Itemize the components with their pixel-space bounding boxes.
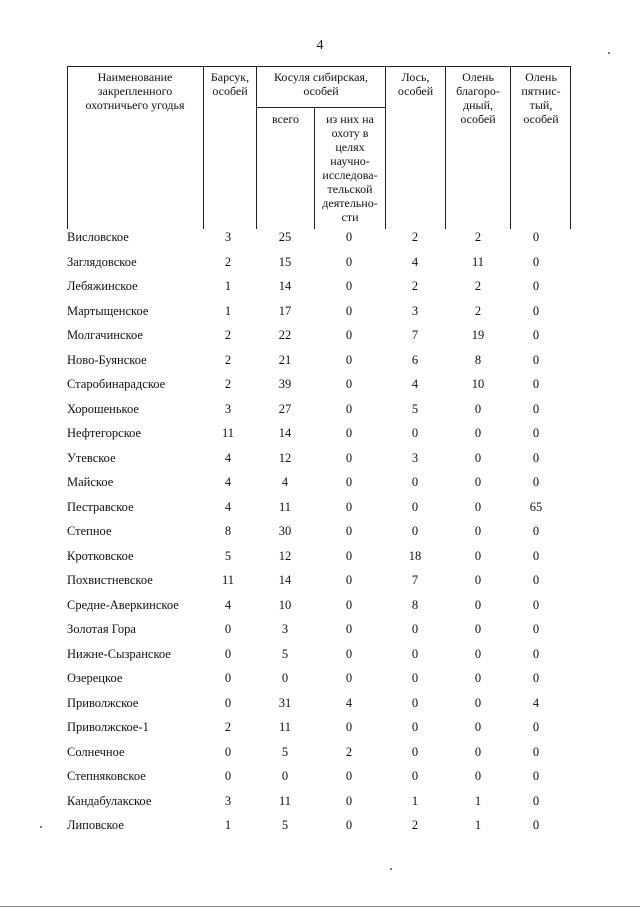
sika-deer-count: 0 [532, 230, 540, 244]
badger-count: 4 [224, 597, 232, 612]
badger-count: 8 [224, 524, 232, 538]
roe-total-count: 12 [278, 548, 292, 563]
moose-count: 3 [411, 450, 419, 465]
row-name: Липовское [67, 818, 124, 832]
roe-research-count: 0 [345, 671, 353, 685]
badger-count: 3 [224, 793, 232, 808]
header-border [570, 66, 571, 229]
moose-count: 0 [411, 671, 419, 685]
roe-total-count: 12 [278, 450, 292, 465]
red-deer-count: 0 [474, 548, 482, 563]
row-name: Висловское [67, 230, 129, 244]
roe-total-count: 5 [281, 646, 289, 661]
roe-total-count: 27 [278, 401, 292, 416]
row-name: Приволжское-1 [67, 720, 149, 734]
sika-deer-count: 0 [532, 573, 540, 587]
badger-count: 1 [224, 818, 232, 832]
moose-count: 0 [411, 524, 419, 538]
roe-research-count: 0 [345, 328, 353, 342]
row-name: Нижне-Сызранское [67, 646, 171, 661]
roe-research-count: 0 [345, 499, 353, 514]
red-deer-count: 2 [474, 303, 482, 318]
header-border [203, 66, 204, 229]
row-name: Кротковское [67, 548, 134, 563]
badger-count: 3 [224, 230, 232, 244]
table-row [0, 399, 640, 419]
scan-speck [40, 826, 42, 828]
badger-count: 11 [221, 426, 235, 440]
roe-research-count: 0 [345, 524, 353, 538]
badger-count: 5 [224, 548, 232, 563]
header-top-border [67, 66, 571, 67]
moose-count: 5 [411, 401, 419, 416]
table-row [0, 472, 640, 492]
sika-deer-count: 0 [532, 450, 540, 465]
row-name: Молгачинское [67, 328, 143, 342]
red-deer-count: 0 [474, 646, 482, 661]
badger-count: 2 [224, 328, 232, 342]
row-name: Нефтегорское [67, 426, 142, 440]
badger-count: 11 [221, 573, 235, 587]
badger-count: 0 [224, 695, 232, 710]
red-deer-count: 0 [474, 475, 482, 489]
red-deer-count: 19 [471, 328, 485, 342]
row-name: Мартыщенское [67, 303, 149, 318]
sika-deer-count: 0 [532, 793, 540, 808]
row-name: Утевское [67, 450, 116, 465]
moose-count: 4 [411, 254, 419, 269]
red-deer-count: 1 [474, 818, 482, 832]
roe-total-count: 22 [278, 328, 292, 342]
table-row [0, 423, 640, 443]
row-name: Хорошенькое [67, 401, 139, 416]
roe-total-count: 17 [278, 303, 292, 318]
badger-count: 4 [224, 499, 232, 514]
roe-research-count: 0 [345, 818, 353, 832]
roe-total-count: 14 [278, 573, 292, 587]
row-name: Степняковское [67, 769, 146, 783]
roe-total-count: 15 [278, 254, 292, 269]
moose-count: 18 [408, 548, 422, 563]
moose-count: 6 [411, 352, 419, 367]
table-row [0, 668, 640, 688]
moose-count: 0 [411, 769, 419, 783]
roe-research-count: 0 [345, 254, 353, 269]
moose-count: 4 [411, 377, 419, 391]
red-deer-count: 0 [474, 720, 482, 734]
sika-deer-count: 4 [532, 695, 540, 710]
table-row [0, 644, 640, 664]
moose-count: 0 [411, 646, 419, 661]
row-name: Золотая Гора [67, 622, 136, 636]
sika-deer-count: 0 [532, 475, 540, 489]
badger-count: 0 [224, 646, 232, 661]
table-row [0, 570, 640, 590]
header-name: Наименование закрепленного охотничьего угодья [85, 70, 185, 112]
roe-total-count: 25 [278, 230, 292, 244]
roe-research-count: 4 [345, 695, 353, 710]
header-badger: Барсук, особей [210, 70, 250, 98]
table-row [0, 717, 640, 737]
header-border [314, 107, 315, 229]
roe-total-count: 4 [281, 475, 289, 489]
sika-deer-count: 0 [532, 671, 540, 685]
row-name: Солнечное [67, 744, 125, 759]
red-deer-count: 11 [471, 254, 485, 269]
roe-total-count: 10 [278, 597, 292, 612]
table-row [0, 448, 640, 468]
sika-deer-count: 0 [532, 720, 540, 734]
table-row [0, 350, 640, 370]
table-row [0, 374, 640, 394]
roe-total-count: 5 [281, 744, 289, 759]
moose-count: 7 [411, 328, 419, 342]
moose-count: 2 [411, 818, 419, 832]
roe-research-count: 0 [345, 720, 353, 734]
red-deer-count: 0 [474, 450, 482, 465]
sika-deer-count: 0 [532, 279, 540, 293]
table-row [0, 497, 640, 517]
row-name: Ново-Буянское [67, 352, 147, 367]
header-border [385, 66, 386, 229]
badger-count: 0 [224, 769, 232, 783]
row-name: Заглядовское [67, 254, 137, 269]
badger-count: 0 [224, 671, 232, 685]
badger-count: 2 [224, 720, 232, 734]
row-name: Озерецкое [67, 671, 123, 685]
roe-research-count: 0 [345, 279, 353, 293]
red-deer-count: 0 [474, 744, 482, 759]
roe-research-count: 0 [345, 475, 353, 489]
sika-deer-count: 0 [532, 548, 540, 563]
row-name: Пестравское [67, 499, 134, 514]
roe-subheader-border [256, 107, 385, 108]
moose-count: 3 [411, 303, 419, 318]
badger-count: 2 [224, 254, 232, 269]
row-name: Старобинарадское [67, 377, 166, 391]
sika-deer-count: 0 [532, 597, 540, 612]
badger-count: 4 [224, 475, 232, 489]
table-row [0, 227, 640, 247]
sika-deer-count: 0 [532, 622, 540, 636]
header-moose: Лось, особей [397, 70, 434, 98]
badger-count: 2 [224, 352, 232, 367]
roe-total-count: 3 [281, 622, 289, 636]
roe-total-count: 31 [278, 695, 292, 710]
header-sika-deer: Олень пятнис-тый, особей [521, 70, 561, 126]
badger-count: 4 [224, 450, 232, 465]
roe-total-count: 0 [281, 769, 289, 783]
roe-total-count: 30 [278, 524, 292, 538]
roe-research-count: 0 [345, 401, 353, 416]
roe-research-count: 0 [345, 646, 353, 661]
moose-count: 0 [411, 475, 419, 489]
roe-research-count: 0 [345, 793, 353, 808]
header-border [510, 66, 511, 229]
header-roe-research: из них на охоту в целях научно-исследова-тельской деятельно-сти [322, 112, 378, 224]
table-row [0, 595, 640, 615]
table-row [0, 546, 640, 566]
roe-research-count: 0 [345, 377, 353, 391]
red-deer-count: 0 [474, 622, 482, 636]
red-deer-count: 0 [474, 499, 482, 514]
red-deer-count: 0 [474, 524, 482, 538]
table-row [0, 301, 640, 321]
roe-research-count: 0 [345, 303, 353, 318]
table-row [0, 325, 640, 345]
header-border [67, 66, 68, 229]
red-deer-count: 0 [474, 401, 482, 416]
roe-research-count: 2 [345, 744, 353, 759]
roe-research-count: 0 [345, 230, 353, 244]
moose-count: 2 [411, 279, 419, 293]
sika-deer-count: 65 [529, 499, 543, 514]
sika-deer-count: 0 [532, 744, 540, 759]
red-deer-count: 0 [474, 426, 482, 440]
red-deer-count: 2 [474, 230, 482, 244]
roe-total-count: 21 [278, 352, 292, 367]
red-deer-count: 0 [474, 695, 482, 710]
roe-total-count: 11 [278, 720, 292, 734]
scan-speck [390, 868, 392, 870]
row-name: Степное [67, 524, 112, 538]
badger-count: 1 [224, 279, 232, 293]
red-deer-count: 1 [474, 793, 482, 808]
moose-count: 0 [411, 695, 419, 710]
red-deer-count: 0 [474, 573, 482, 587]
roe-research-count: 0 [345, 573, 353, 587]
sika-deer-count: 0 [532, 769, 540, 783]
table-header [67, 66, 571, 229]
badger-count: 1 [224, 303, 232, 318]
header-border [445, 66, 446, 229]
sika-deer-count: 0 [532, 377, 540, 391]
moose-count: 0 [411, 720, 419, 734]
moose-count: 2 [411, 230, 419, 244]
roe-total-count: 14 [278, 426, 292, 440]
sika-deer-count: 0 [532, 352, 540, 367]
row-name: Майское [67, 475, 114, 489]
sika-deer-count: 0 [532, 818, 540, 832]
moose-count: 8 [411, 597, 419, 612]
roe-total-count: 11 [278, 499, 292, 514]
moose-count: 7 [411, 573, 419, 587]
roe-total-count: 0 [281, 671, 289, 685]
sika-deer-count: 0 [532, 303, 540, 318]
table-row [0, 693, 640, 713]
badger-count: 0 [224, 622, 232, 636]
sika-deer-count: 0 [532, 254, 540, 269]
table-row [0, 742, 640, 762]
header-border [256, 66, 257, 229]
roe-research-count: 0 [345, 622, 353, 636]
roe-research-count: 0 [345, 450, 353, 465]
sika-deer-count: 0 [532, 328, 540, 342]
red-deer-count: 0 [474, 597, 482, 612]
table-row [0, 791, 640, 811]
roe-research-count: 0 [345, 426, 353, 440]
roe-total-count: 5 [281, 818, 289, 832]
red-deer-count: 10 [471, 377, 485, 391]
red-deer-count: 0 [474, 769, 482, 783]
row-name: Похвистневское [67, 573, 153, 587]
sika-deer-count: 0 [532, 646, 540, 661]
moose-count: 0 [411, 426, 419, 440]
sika-deer-count: 0 [532, 426, 540, 440]
badger-count: 2 [224, 377, 232, 391]
roe-total-count: 14 [278, 279, 292, 293]
roe-total-count: 11 [278, 793, 292, 808]
table-row [0, 815, 640, 835]
red-deer-count: 8 [474, 352, 482, 367]
badger-count: 0 [224, 744, 232, 759]
table-row [0, 766, 640, 786]
roe-research-count: 0 [345, 352, 353, 367]
badger-count: 3 [224, 401, 232, 416]
table-row [0, 276, 640, 296]
moose-count: 0 [411, 622, 419, 636]
table-row [0, 521, 640, 541]
row-name: Средне-Аверкинское [67, 597, 179, 612]
moose-count: 0 [411, 744, 419, 759]
row-name: Кандабулакское [67, 793, 152, 808]
sika-deer-count: 0 [532, 524, 540, 538]
table-row [0, 252, 640, 272]
red-deer-count: 0 [474, 671, 482, 685]
roe-research-count: 0 [345, 597, 353, 612]
scan-speck [608, 52, 610, 54]
row-name: Лебяжинское [67, 279, 138, 293]
sika-deer-count: 0 [532, 401, 540, 416]
moose-count: 0 [411, 499, 419, 514]
header-roe-deer: Косуля сибирская, особей [274, 70, 368, 98]
roe-research-count: 0 [345, 548, 353, 563]
header-red-deer: Олень благоро-дный, особей [456, 70, 500, 126]
table-row [0, 619, 640, 639]
scan-edge [0, 906, 640, 907]
moose-count: 1 [411, 793, 419, 808]
row-name: Приволжское [67, 695, 139, 710]
page-number: 4 [316, 38, 324, 53]
roe-research-count: 0 [345, 769, 353, 783]
roe-total-count: 39 [278, 377, 292, 391]
red-deer-count: 2 [474, 279, 482, 293]
header-roe-total: всего [271, 112, 300, 126]
